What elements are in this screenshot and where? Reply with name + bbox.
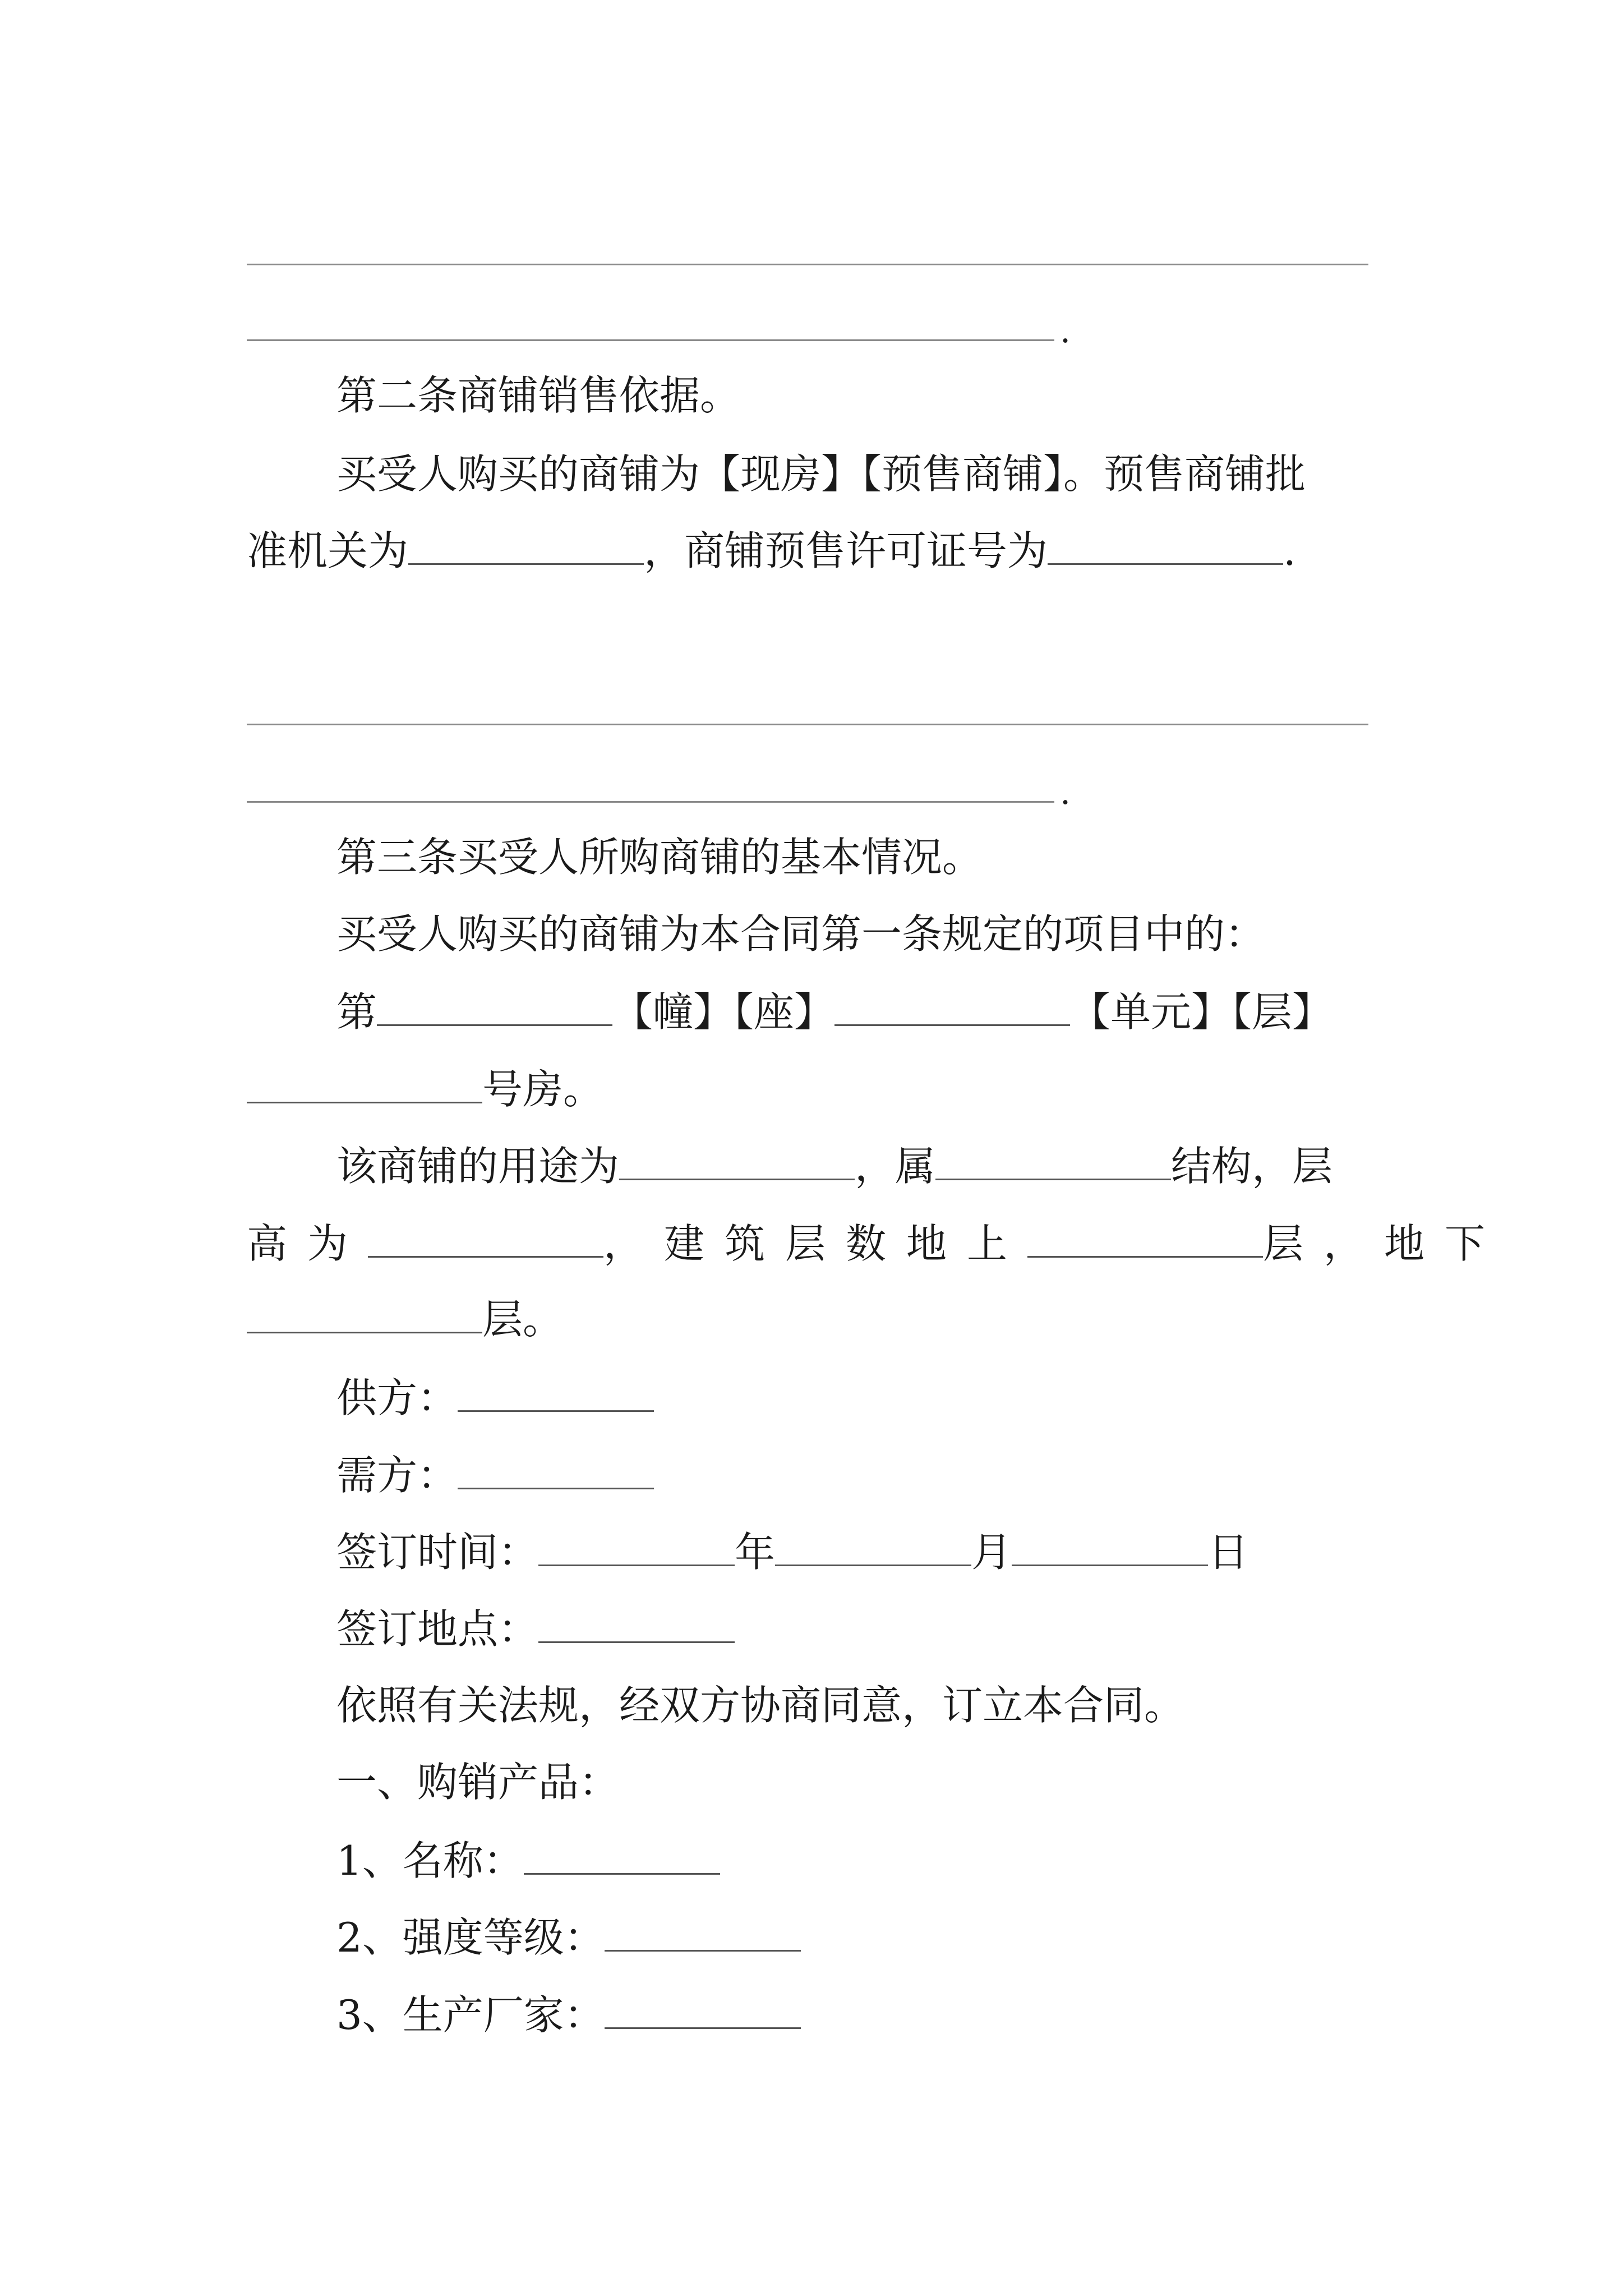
section-heading: 一、购销产品： (336, 1759, 620, 1806)
blank-field (605, 1908, 801, 1952)
blank-field (538, 1600, 735, 1643)
blank-field (1048, 522, 1283, 565)
blank-field (247, 1060, 482, 1103)
article-2-line: 准机关为 ，商铺预售许可证号为 . (247, 522, 1296, 579)
sign-place-field: 签订地点： (336, 1600, 735, 1657)
blank-field (377, 983, 612, 1026)
blank-field (834, 983, 1070, 1026)
rule-period: . (1060, 773, 1071, 812)
article-3-line: 第 【幢】【座】 【单元】【层】 (336, 983, 1332, 1040)
article-3-title: 第三条买受人所购商铺的基本情况。 (336, 834, 983, 881)
article-3-line: 买受人购买的商铺为本合同第一条规定的项目中的： (336, 910, 1266, 958)
blank-field (935, 1137, 1171, 1180)
sign-time-field: 签订时间： 年 月 日 (336, 1523, 1248, 1580)
fill-rule (247, 801, 1054, 803)
article-3-line: 层。 (247, 1290, 563, 1347)
buyer-field: 需方： (336, 1446, 654, 1503)
article-3-line: 高为 ，建筑层数地上 层，地下 (247, 1214, 1505, 1272)
blank-field (408, 522, 644, 565)
blank-field (247, 1290, 482, 1333)
blank-field (605, 1986, 801, 2029)
blank-field (538, 1523, 735, 1566)
blank-field (458, 1369, 654, 1412)
article-3-line: 号房。 (247, 1060, 603, 1117)
blank-field (1012, 1523, 1208, 1566)
article-3-line: 该商铺的用途为 ，属 结构，层 (336, 1137, 1332, 1194)
fill-rule (247, 264, 1368, 265)
article-2-line: 买受人购买的商铺为【现房】【预售商铺】。预售商铺批 (336, 450, 1306, 498)
rule-period: . (1060, 311, 1071, 351)
blank-field (619, 1137, 855, 1180)
strength-grade-field: 2、强度等级： (336, 1908, 801, 1966)
blank-field (775, 1523, 971, 1566)
article-2-title: 第二条商铺销售依据。 (336, 372, 741, 419)
blank-field (368, 1214, 603, 1258)
blank-field (524, 1832, 720, 1875)
fill-rule (247, 724, 1368, 725)
product-name-field: 1、名称： (336, 1832, 720, 1889)
supplier-field: 供方： (336, 1369, 654, 1426)
contract-intro: 依照有关法规，经双方协商同意，订立本合同。 (336, 1682, 1185, 1729)
fill-rule (247, 339, 1054, 341)
blank-field (1027, 1214, 1263, 1258)
manufacturer-field: 3、生产厂家： (336, 1986, 801, 2043)
blank-field (458, 1446, 654, 1489)
